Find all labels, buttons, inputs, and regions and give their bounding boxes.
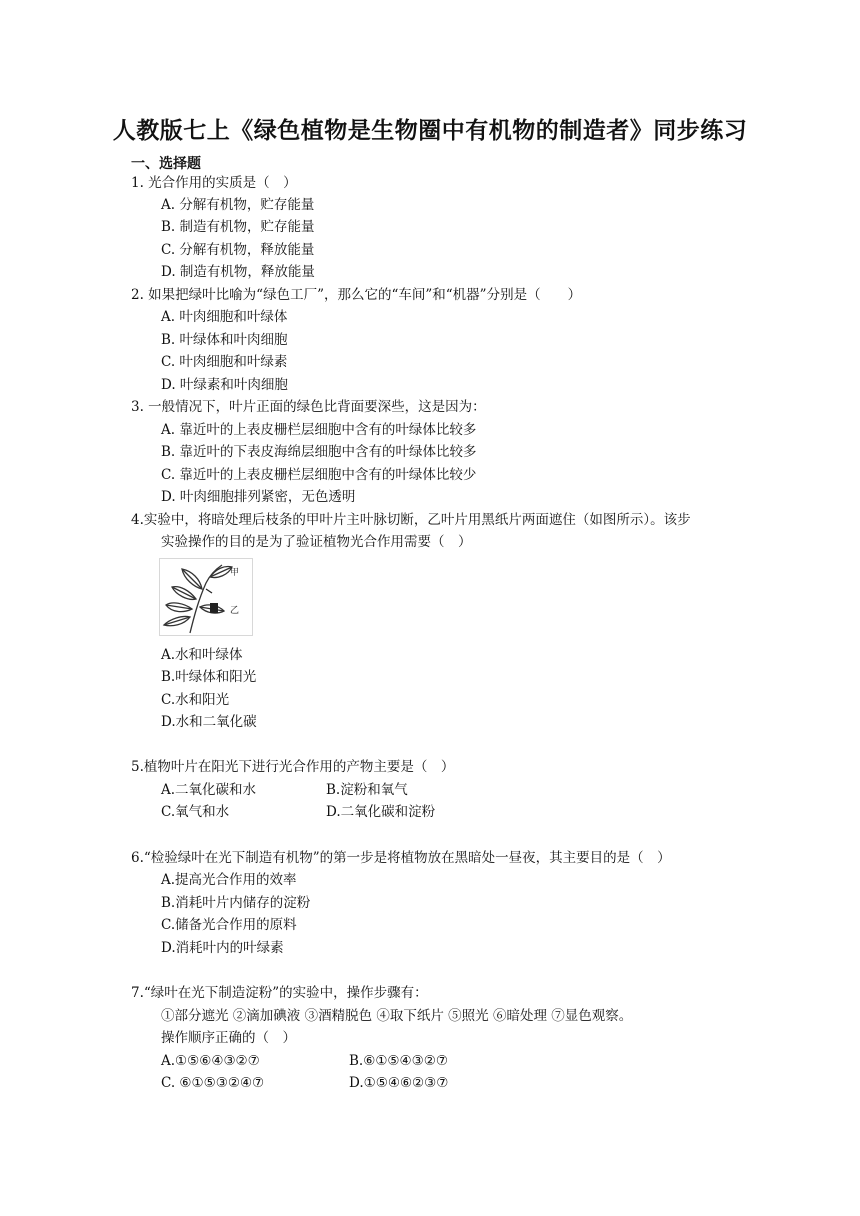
q1-option-a: A. 分解有机物，贮存能量 (161, 197, 315, 213)
plant-branch-illustration (160, 559, 252, 635)
q6-option-b: B.消耗叶片内储存的淀粉 (161, 895, 311, 911)
q5-option-a: A.二氧化碳和水 (161, 782, 257, 798)
question-1-stem: 1. 光合作用的实质是（ ） (131, 175, 297, 191)
q7-option-b: B.⑥①⑤④③②⑦ (349, 1053, 448, 1069)
question-5-stem: 5.植物叶片在阳光下进行光合作用的产物主要是（ ） (131, 759, 455, 775)
q4-option-a: A.水和叶绿体 (161, 647, 243, 663)
q6-option-a: A.提高光合作用的效率 (161, 872, 297, 888)
figure-label-yi: 乙 (230, 606, 240, 616)
q3-option-d: D. 叶肉细胞排列紧密，无色透明 (161, 489, 356, 505)
q1-option-d: D. 制造有机物，释放能量 (161, 264, 315, 280)
q4-option-b: B.叶绿体和阳光 (161, 669, 257, 685)
q5-option-d: D.二氧化碳和淀粉 (326, 804, 436, 820)
q7-steps: ①部分遮光 ②滴加碘液 ③酒精脱色 ④取下纸片 ⑤照光 ⑥暗处理 ⑦显色观察。 (161, 1008, 633, 1024)
q3-option-a: A. 靠近叶的上表皮栅栏层细胞中含有的叶绿体比较多 (161, 422, 477, 438)
q7-prompt: 操作顺序正确的（ ） (161, 1030, 296, 1046)
section-heading: 一、选择题 (131, 156, 201, 172)
q2-option-b: B. 叶绿体和叶肉细胞 (161, 332, 288, 348)
q2-option-d: D. 叶绿素和叶肉细胞 (161, 377, 288, 393)
document-title: 人教版七上《绿色植物是生物圈中有机物的制造者》同步练习 (112, 118, 748, 144)
question-4-stem-line2: 实验操作的目的是为了验证植物光合作用需要（ ） (161, 534, 472, 550)
question-4-stem-line1: 4.实验中，将暗处理后枝条的甲叶片主叶脉切断，乙叶片用黑纸片两面遮住（如图所示）。该步 (131, 512, 691, 528)
q7-option-d: D.①⑤④⑥②③⑦ (349, 1075, 449, 1091)
q5-option-b: B.淀粉和氧气 (326, 782, 408, 798)
q1-option-b: B. 制造有机物，贮存能量 (161, 219, 315, 235)
plant-leaf-figure (159, 558, 253, 636)
q4-option-c: C.水和阳光 (161, 692, 230, 708)
q2-option-a: A. 叶肉细胞和叶绿体 (161, 309, 288, 325)
question-6-stem: 6.“检验绿叶在光下制造有机物”的第一步是将植物放在黑暗处一昼夜，其主要目的是（ ） (131, 850, 671, 866)
q3-option-c: C. 靠近叶的上表皮栅栏层细胞中含有的叶绿体比较少 (161, 467, 477, 483)
q6-option-c: C.储备光合作用的原料 (161, 917, 297, 933)
question-2-stem: 2. 如果把绿叶比喻为“绿色工厂”，那么它的“车间”和“机器”分别是（ ） (131, 287, 582, 303)
q7-option-c: C. ⑥①⑤③②④⑦ (161, 1075, 265, 1091)
question-3-stem: 3. 一般情况下，叶片正面的绿色比背面要深些，这是因为： (131, 399, 486, 415)
q1-option-c: C. 分解有机物，释放能量 (161, 242, 315, 258)
q6-option-d: D.消耗叶内的叶绿素 (161, 940, 284, 956)
q3-option-b: B. 靠近叶的下表皮海绵层细胞中含有的叶绿体比较多 (161, 444, 477, 460)
q2-option-c: C. 叶肉细胞和叶绿素 (161, 354, 288, 370)
q4-option-d: D.水和二氧化碳 (161, 714, 257, 730)
q5-option-c: C.氧气和水 (161, 804, 230, 820)
q7-option-a: A.①⑤⑥④③②⑦ (161, 1053, 260, 1069)
figure-label-jia: 甲 (230, 568, 240, 578)
question-7-stem: 7.“绿叶在光下制造淀粉”的实验中，操作步骤有： (131, 985, 428, 1001)
